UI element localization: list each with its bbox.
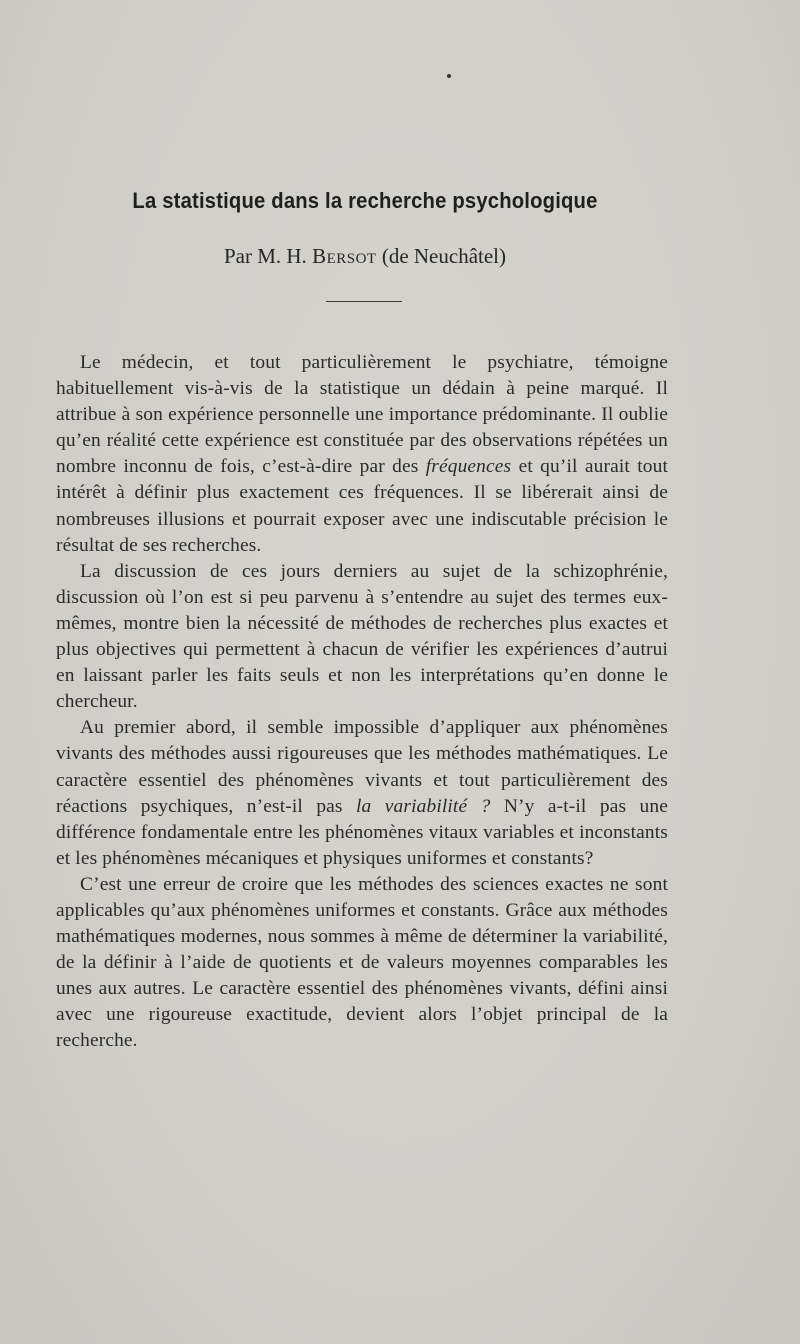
article-title: La statistique dans la recherche psychologique bbox=[132, 188, 598, 213]
title-separator-rule bbox=[326, 301, 402, 302]
paragraph-3-italic-term: la variabilité ? bbox=[356, 795, 491, 817]
article-byline bbox=[0, 244, 730, 269]
paragraph-3-text-b: N’y a-t-il pas une différence fondamentale entre les phénomènes vitaux variables et inconstants et les phénomènes mécaniques et physiques uniformes et constants? bbox=[56, 795, 668, 869]
paragraph-2: La discussion de ces jours derniers au sujet de la schizophrénie, discussion où l’on est si peu parvenu à s’entendre au sujet des termes eux-mêmes, montre bien la nécessité de méthodes de recherches plus exactes et plus objectives qui permettent à chacun de vérifier les expériences d’autrui en laissant parler les faits seuls et non les interprétations qu’en donne le chercheur. bbox=[56, 560, 668, 713]
byline-author: Bersot bbox=[312, 244, 377, 268]
byline-suffix: (de Neuchâtel) bbox=[376, 244, 507, 268]
printer-dot-mark bbox=[447, 74, 451, 78]
paragraph-3 bbox=[56, 715, 668, 872]
article-body bbox=[56, 350, 668, 1055]
paragraph-1-italic-term: fréquences bbox=[425, 456, 512, 478]
paragraph-1-text-a: Le médecin, et tout particulièrement le psychiatre, témoigne habituellement vis-à-vis de la statistique un dédain à peine marqué. Il attribue à son expérience personnelle une importance prédominante. Il oublie qu’en réalité cette expérience est constituée par des observations répétées un nombre inconnu de fois, c’est-à-dire par des bbox=[56, 352, 668, 478]
paragraph-4: C’est une erreur de croire que les méthodes des sciences exactes ne sont applicables qu’aux phénomènes uniformes et constants. Grâce aux méthodes mathématiques modernes, nous sommes à même de déterminer la variabilité, de la définir à l’aide de quotients et de valeurs moyennes comparables les unes aux autres. Le caractère essentiel des phénomènes vivants, défini ainsi avec une rigoureuse exactitude, devient alors l’objet principal de la recherche. bbox=[56, 873, 668, 1052]
paragraph-1 bbox=[56, 350, 668, 559]
paragraph-1-text-b: et qu’il aurait tout intérêt à définir plus exactement ces fréquences. Il se libérerait ainsi de nombreuses illusions et pourrait exposer avec une indiscutable précision le résultat de ses recherches. bbox=[56, 456, 668, 556]
byline-prefix: Par M. H. bbox=[223, 244, 313, 268]
paragraph-3-text-a: Au premier abord, il semble impossible d’appliquer aux phénomènes vivants des méthodes aussi rigoureuses que les méthodes mathématiques. Le caractère essentiel des phénomènes vivants et tout particulièrement des réactions psychiques, n’est-il pas bbox=[56, 717, 668, 817]
